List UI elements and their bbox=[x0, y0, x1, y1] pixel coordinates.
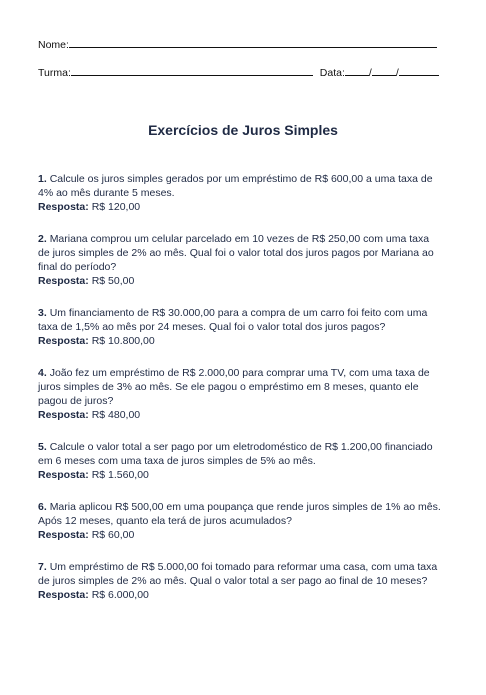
date-separator-2: / bbox=[395, 67, 399, 79]
question-text bbox=[38, 440, 443, 468]
answer-line bbox=[38, 334, 443, 348]
question-item bbox=[38, 306, 443, 348]
answer-value: R$ 120,00 bbox=[91, 201, 141, 213]
question-text bbox=[38, 306, 443, 334]
page-title: Exercícios de Juros Simples bbox=[148, 122, 338, 138]
answer-label: Resposta: bbox=[38, 409, 89, 421]
question-item bbox=[38, 560, 443, 602]
question-number: 3. bbox=[38, 307, 47, 319]
turma-row bbox=[38, 66, 439, 79]
question-number: 7. bbox=[38, 561, 47, 573]
question-item bbox=[38, 232, 443, 288]
answer-label: Resposta: bbox=[38, 201, 89, 213]
nome-field[interactable] bbox=[38, 38, 437, 51]
date-month-line[interactable] bbox=[372, 66, 396, 76]
answer-label: Resposta: bbox=[38, 335, 89, 347]
question-body: Calcule os juros simples gerados por um empréstimo de R$ 600,00 a uma taxa de 4% ao mês durante 5 meses. bbox=[38, 173, 433, 199]
question-body: Calcule o valor total a ser pago por um eletrodoméstico de R$ 1.200,00 financiado em 6 meses com uma taxa de juros simples de 5% ao mês. bbox=[38, 441, 433, 467]
question-item bbox=[38, 500, 443, 542]
question-body: Um empréstimo de R$ 5.000,00 foi tomado para reformar uma casa, com uma taxa de juros simples de 2% ao mês. Qual o valor total a ser pago ao final de 10 meses? bbox=[38, 561, 438, 587]
question-body: João fez um empréstimo de R$ 2.000,00 para comprar uma TV, com uma taxa de juros simples de 3% ao mês. Se ele pagou o empréstimo em 8 meses, quanto ele pagou de juros? bbox=[38, 367, 430, 407]
date-separator-1: / bbox=[368, 67, 372, 79]
question-text bbox=[38, 232, 443, 274]
answer-label: Resposta: bbox=[38, 469, 89, 481]
question-item bbox=[38, 366, 443, 422]
question-number: 1. bbox=[38, 173, 47, 185]
answer-value: R$ 10.800,00 bbox=[91, 335, 155, 347]
question-number: 6. bbox=[38, 501, 47, 513]
data-label: Data: bbox=[319, 67, 345, 79]
question-list bbox=[38, 172, 443, 620]
answer-line bbox=[38, 528, 443, 542]
answer-label: Resposta: bbox=[38, 589, 89, 601]
question-body: Maria aplicou R$ 500,00 em uma poupança que rende juros simples de 1% ao mês. Após 12 meses, quanto ela terá de juros acumulados? bbox=[38, 501, 441, 527]
answer-label: Resposta: bbox=[38, 275, 89, 287]
question-number: 5. bbox=[38, 441, 47, 453]
question-text bbox=[38, 366, 443, 408]
answer-line bbox=[38, 408, 443, 422]
turma-label: Turma: bbox=[38, 67, 71, 79]
question-text bbox=[38, 560, 443, 588]
answer-line bbox=[38, 200, 443, 214]
question-body: Um financiamento de R$ 30.000,00 para a compra de um carro foi feito com uma taxa de 1,5% ao mês por 24 meses. Qual foi o valor total dos juros pagos? bbox=[38, 307, 428, 333]
question-number: 4. bbox=[38, 367, 47, 379]
answer-line bbox=[38, 274, 443, 288]
question-body: Mariana comprou um celular parcelado em 10 vezes de R$ 250,00 com uma taxa de juros simples de 2% ao mês. Qual foi o valor total dos juros pagos por Mariana ao final do período? bbox=[38, 233, 434, 273]
answer-label: Resposta: bbox=[38, 529, 89, 541]
answer-line bbox=[38, 468, 443, 482]
answer-value: R$ 60,00 bbox=[91, 529, 135, 541]
answer-line bbox=[38, 588, 443, 602]
question-text bbox=[38, 172, 443, 200]
turma-input-line[interactable] bbox=[71, 66, 313, 76]
date-year-line[interactable] bbox=[399, 66, 439, 76]
question-item bbox=[38, 172, 443, 214]
nome-label: Nome: bbox=[38, 39, 69, 51]
answer-value: R$ 50,00 bbox=[91, 275, 135, 287]
answer-value: R$ 6.000,00 bbox=[91, 589, 149, 601]
answer-value: R$ 480,00 bbox=[91, 409, 141, 421]
question-item bbox=[38, 440, 443, 482]
date-day-line[interactable] bbox=[345, 66, 369, 76]
answer-value: R$ 1.560,00 bbox=[91, 469, 149, 481]
nome-input-line[interactable] bbox=[69, 38, 437, 48]
question-text bbox=[38, 500, 443, 528]
question-number: 2. bbox=[38, 233, 47, 245]
